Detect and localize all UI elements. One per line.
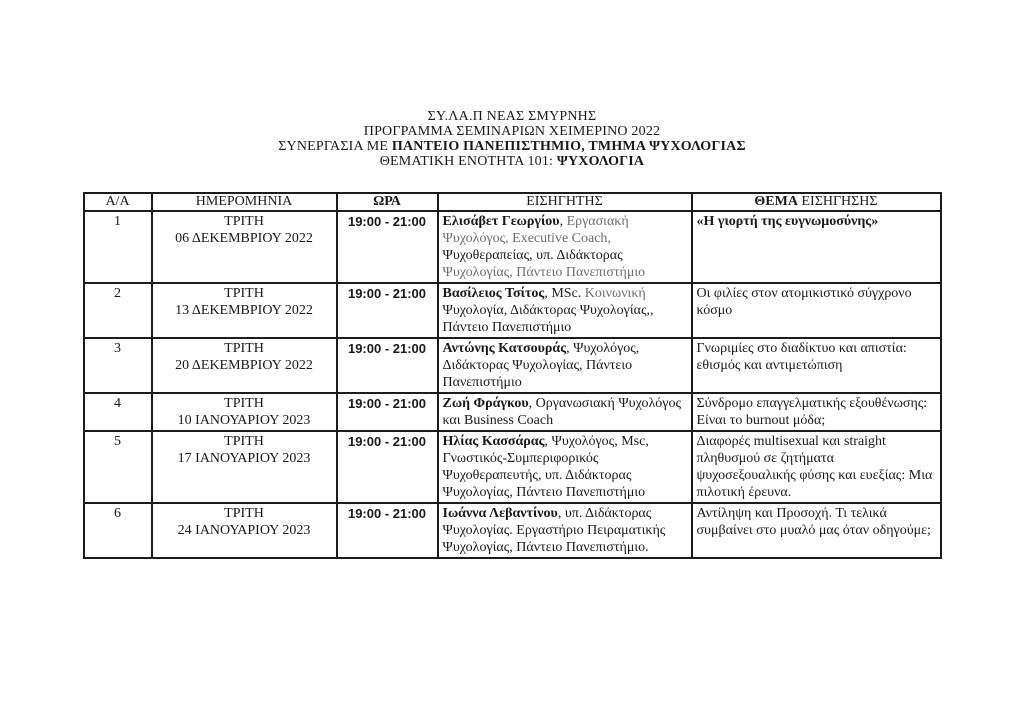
cell-time: 19:00 - 21:00 <box>337 338 438 393</box>
text-segment: , <box>559 214 567 229</box>
seminar-date: 17 ΙΑΝΟΥΑΡΙΟΥ 2023 <box>177 451 311 466</box>
text-segment: Βασίλειος Τσίτος <box>442 286 545 301</box>
title-text: ΣΥΝΕΡΓΑΣΙΑ ΜΕ <box>278 139 392 154</box>
cell-presenter <box>438 338 692 393</box>
text-segment: ΕΙΣΗΓΗΣΗΣ <box>797 194 878 209</box>
cell-topic <box>692 431 941 503</box>
seminar-day: ΤΡΙΤΗ <box>224 434 264 449</box>
cell-number: 2 <box>84 283 152 338</box>
text-segment: Εργασιακή Ψυχολόγος, Executive Coach, <box>442 214 629 246</box>
title-line <box>0 124 1024 139</box>
text-segment: Διαφορές multisexual και straight πληθυσμού σε ζητήματα ψυχοσεξουαλικής φύσης και ευεξίας: Μια πιλοτική έρευνα. <box>696 434 933 500</box>
cell-topic <box>692 338 941 393</box>
cell-presenter <box>438 283 692 338</box>
seminar-day: ΤΡΙΤΗ <box>224 341 264 356</box>
title-text: ΘΕΜΑΤΙΚΗ ΕΝΟΤΗΤΑ 101: <box>379 154 557 169</box>
title-text: ΠΡΟΓΡΑΜΜΑ ΣΕΜΙΝΑΡΙΩΝ ΧΕΙΜΕΡΙΝΟ 2022 <box>363 124 661 139</box>
text-segment: , Ψυχολόγος, Διδάκτορας Ψυχολογίας, Πάντειο Πανεπιστήμιο <box>442 341 640 390</box>
text-segment: , Ψυχολόγος, Msc, Γνωστικός-Συμπεριφορικός Ψυχοθεραπευτής, υπ. Διδάκτορας Ψυχολογίας, Πάντειο Πανεπιστήμιο <box>442 434 649 500</box>
text-segment: Ζωή Φράγκου <box>442 396 529 411</box>
column-header <box>438 193 692 211</box>
cell-date <box>152 283 337 338</box>
cell-presenter <box>438 431 692 503</box>
text-segment: Αντίληψη και Προσοχή. Τι τελικά συμβαίνει στο μυαλό μας όταν οδηγούμε; <box>696 506 931 538</box>
document-title <box>0 109 1024 169</box>
text-segment: «Η γιορτή της ευγνωμοσύνης» <box>696 214 879 229</box>
cell-number: 5 <box>84 431 152 503</box>
cell-number: 3 <box>84 338 152 393</box>
cell-time: 19:00 - 21:00 <box>337 503 438 558</box>
cell-number: 4 <box>84 393 152 431</box>
cell-date <box>152 503 337 558</box>
cell-topic <box>692 393 941 431</box>
text-segment: Αντώνης Κατσουράς <box>442 341 567 356</box>
table-head <box>84 193 941 211</box>
text-segment: Α/Α <box>105 194 130 209</box>
cell-date <box>152 393 337 431</box>
cell-date <box>152 211 337 283</box>
column-header <box>84 193 152 211</box>
seminar-date: 24 ΙΑΝΟΥΑΡΙΟΥ 2023 <box>177 523 311 538</box>
table-row <box>84 283 941 338</box>
cell-time: 19:00 - 21:00 <box>337 283 438 338</box>
text-segment: Κοινωνική <box>584 286 646 301</box>
text-segment: ΘΕΜΑ <box>754 194 798 209</box>
table-row <box>84 338 941 393</box>
seminar-date: 06 ΔΕΚΕΜΒΡΙΟΥ 2022 <box>175 231 313 246</box>
text-segment: ΩΡΑ <box>373 194 401 209</box>
text-segment: , Οργανωσιακή Ψυχολόγος και Business Coach <box>442 396 681 428</box>
column-header <box>152 193 337 211</box>
text-segment: Ψυχοθεραπείας, υπ. Διδάκτορας <box>442 248 623 263</box>
seminar-day: ΤΡΙΤΗ <box>224 506 264 521</box>
cell-time: 19:00 - 21:00 <box>337 211 438 283</box>
seminar-date: 20 ΔΕΚΕΜΒΡΙΟΥ 2022 <box>175 358 313 373</box>
text-segment: Ελισάβετ Γεωργίου <box>442 214 560 229</box>
text-segment: ΗΜΕΡΟΜΗΝΙΑ <box>195 194 293 209</box>
text-segment: ΕΙΣΗΓΗΤΗΣ <box>526 194 603 209</box>
table-body <box>84 211 941 558</box>
column-header <box>692 193 941 211</box>
cell-number: 6 <box>84 503 152 558</box>
cell-presenter <box>438 211 692 283</box>
cell-topic <box>692 211 941 283</box>
seminar-table <box>83 192 942 559</box>
text-segment: Ψυχολογίας, Πάντειο Πανεπιστήμιο <box>442 265 646 280</box>
cell-topic <box>692 503 941 558</box>
seminar-day: ΤΡΙΤΗ <box>224 214 264 229</box>
cell-date <box>152 338 337 393</box>
cell-topic <box>692 283 941 338</box>
title-line <box>0 139 1024 154</box>
seminar-day: ΤΡΙΤΗ <box>224 286 264 301</box>
seminar-date: 13 ΔΕΚΕΜΒΡΙΟΥ 2022 <box>175 303 313 318</box>
table-row <box>84 393 941 431</box>
cell-time: 19:00 - 21:00 <box>337 431 438 503</box>
title-line <box>0 109 1024 124</box>
cell-presenter <box>438 503 692 558</box>
text-segment: Ψυχολογία, Διδάκτορας Ψυχολογίας,, Πάντειο Πανεπιστήμιο <box>442 303 654 335</box>
title-text-bold: ΠΑΝΤΕΙΟ ΠΑΝΕΠΙΣΤΗΜΙΟ, ΤΜΗΜΑ ΨΥΧΟΛΟΓΙΑΣ <box>391 139 746 154</box>
text-segment: , υπ. Διδάκτορας Ψυχολογίας. Εργαστήριο Πειραματικής Ψυχολογίας, Πάντειο Πανεπιστήμιο. <box>442 506 666 555</box>
text-segment: Ηλίας Κασσάρας <box>442 434 545 449</box>
seminar-date: 10 ΙΑΝΟΥΑΡΙΟΥ 2023 <box>177 413 311 428</box>
header-row <box>84 193 941 211</box>
title-text-bold: ΨΥΧΟΛΟΓΙΑ <box>556 154 645 169</box>
cell-number: 1 <box>84 211 152 283</box>
text-segment: Σύνδρομο επαγγελματικής εξουθένωσης: Είναι το burnout μόδα; <box>696 396 928 428</box>
text-segment: Οι φιλίες στον ατομικιστικό σύγχρονο κόσμο <box>696 286 912 318</box>
table-row <box>84 503 941 558</box>
text-segment: , MSc. <box>544 286 585 301</box>
title-line <box>0 154 1024 169</box>
title-text: ΣΥ.ΛΑ.Π ΝΕΑΣ ΣΜΥΡΝΗΣ <box>427 109 597 124</box>
cell-date <box>152 431 337 503</box>
table-row <box>84 211 941 283</box>
text-segment: Γνωριμίες στο διαδίκτυο και απιστία: εθισμός και αντιμετώπιση <box>696 341 907 373</box>
seminar-day: ΤΡΙΤΗ <box>224 396 264 411</box>
text-segment: Ιωάννα Λεβαντίνου <box>442 506 558 521</box>
cell-time: 19:00 - 21:00 <box>337 393 438 431</box>
column-header <box>337 193 438 211</box>
table-row <box>84 431 941 503</box>
cell-presenter <box>438 393 692 431</box>
